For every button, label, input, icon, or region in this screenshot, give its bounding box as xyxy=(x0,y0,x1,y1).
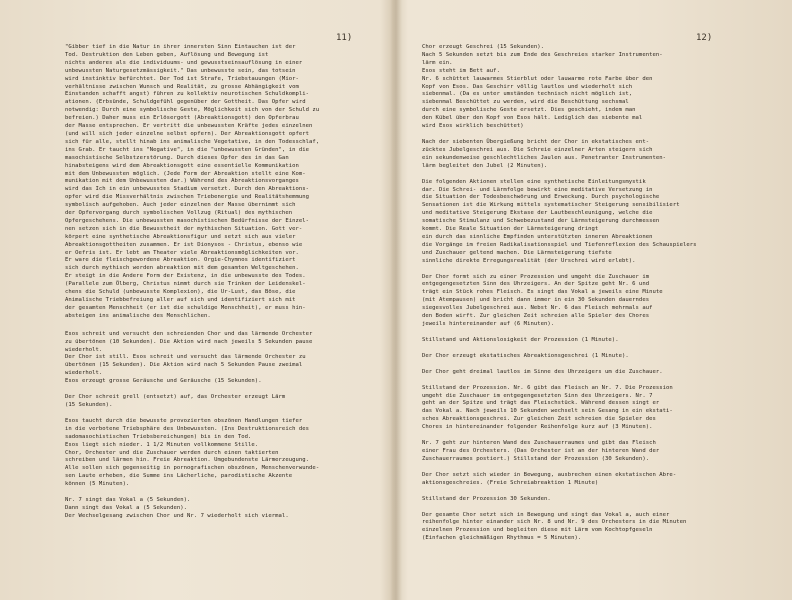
paragraph: Die folgenden Aktionen stellen eine synthetische Einleitungsmystik dar. Die Schrei- und Lärmfolge bewirkt eine meditative Versetzung in die Situation der Todesbeschwörung und Erweckung. Durch psychologische Sensationen ist die Wirkung mittels systematischer Steigerung sensibilisiert und meditative Steigerung Ekstase der Lautbeschleunigung, welche die somatische Stimulanz und Schwebezustand der Lärmsteigerung durchmessen kommt. Die Reale Situation der Lärmsteigerung dringt ein durch das sinnliche Empfinden unterstützten inneren Abreaktionen die Vorgänge im freien Radikalisationsspiel und Tiefenreflexion des Schauspielers und Zuschauer geltend machen. Die Lärmsteigerung tiefste sinnliche direkte Erregungsrealität (der Urschrei wird erlebt). xyxy=(422,178,697,264)
paragraph: Der Chor schreit grell (entsetzt) auf, das Orchester erzeugt Lärm (15 Sekunden). xyxy=(65,394,286,408)
paragraph: Stillstand und Aktionslosigkeit der Prozession (1 Minute). xyxy=(422,336,619,343)
paragraph: Stillstand der Prozession. Nr. 6 gibt das Fleisch an Nr. 7. Die Prozession umgeht die Zuschauer im entgegengesetzten Sinn des Uhrzeigers. Nr. 7 geht an der Spitze und trägt das Fleischstück. Während dessen singt er das Vokal a. Nach jeweils 10 Sekunden wechselt sein Gesang in ein ekstati- sches Abreaktionsgeschrei. Zur gleichen Zeit schreien die Spieler des Chores in hintereinander folgender Reihenfolge kurz auf (3 Minuten). xyxy=(422,384,673,431)
paragraph: Esos taucht durch die bewusste provozierten obszönen Handlungen tiefer in die verbotene Triebsphäre des Unbewussten. (Ins Destruktionsreich des sadomasochistischen Triebsbereichungen) bis in den Tod. Esos liegt sich nieder. 1 1/2 Minuten vollkommene Stille. Chor, Orchester und die Zuschauer werden durch einen taktierten schreiben und lärmen hin. Freie Abreaktion. Umgebundenste Lärmerzeugung. Alle sollen sich gegenseitig in pornografischen obszönen, Menschenverwunde- sen Laute erheben, die Summe ins Lächerliche, parodistische Akzente können (5 Minuten). xyxy=(65,417,320,488)
paragraph: Der Chor formt sich zu einer Prozession und umgeht die Zuschauer im entgegengesetzten Sinn des Uhrzeigers. An der Spitze geht Nr. 6 und trägt ein Stück rohes Fleisch. Es singt das Vokal a jeweils eine Minute (mit Atempausen) und bricht dann immer in ein 30 Sekunden dauerndes siegesvolles Jubelgeschrei aus. Nebst Nr. 6 das Fleisch mehrmals auf den Boden wirft. Zur gleichen Zeit schreien alle Spieler des Chores jeweils hintereinander auf (6 Minuten). xyxy=(422,273,663,327)
paragraph: Stillstand der Prozession 30 Sekunden. xyxy=(422,495,551,502)
left-page xyxy=(0,0,392,600)
right-page xyxy=(400,0,792,600)
paragraph: Der Chor erzeugt ekstatisches Abreaktionsgeschrei (1 Minute). xyxy=(422,352,629,359)
paragraph: Esos schreit und versucht den schreienden Chor und das lärmende Orchester zu übertönen (10 Sekunden). Die Aktion wird nach jeweils 5 Sekunden pause wiederholt. Der Chor ist still. Esos schreit und versucht das lärmende Orchester zu übertönen (15 Sekunden). Die Aktion wird nach 5 Sekunden Pause zweimal wiederholt. Esos erzeugt grosse Geräusche und Geräusche (15 Sekunden). xyxy=(65,330,313,385)
paragraph: Der gesamte Chor setzt sich in Bewegung und singt das Vokal a, auch einer reihenfolge hinter einander sich Nr. 8 und Nr. 9 des Orchesters in die Minuten einzelnen Prozession und begleiten diese mit Lärm vom Kochtopfgeseln (Einfachen gleichmäßigen Rhythmus = 5 Minuten). xyxy=(422,511,687,542)
paragraph: "Gibber tief in die Natur in ihrer innersten Sinn Eintauchen ist der Tod. Destruktion den Leben geben, Auflösung und Bewegung ist nichts anderes als die individuums- und gewusstseinsauflösung in einer unbewussten Naturgesetzmässigkeit." Das unbewusste sein, das totsein wird instinktiv befürchtet. Der Tod ist Strafe, Triebstauungen (Mior- verhältnisse zwischen Wunsch und Realität, zu grosse Abhängigkeit vom Einstanden schafft angst) führen zu kollektiv neurotischen Schuldkompli- ationen. (Erbsünde, Schuldgefühl gegenüber der Gottheit. Das Opfer wird notwendig: Durch eine symbolische Geste, Möglichkeit sich von der Schuld zu befreien.) Daher muss ein Erlösergott (Abreaktionsgott) den Opferbrau der Masse entsprechen. Er vertritt die unbewussten Kräfte jedes einzelnen (und will sich jeder einzelne selbst opfern). Der Abreaktionsgott opfert sich für alle, stellt hinab ins animalische Vegetative, in den Todesschlaf, ins Grab. Er taucht ins "Negative", in die "unbewussten Gründen", in die masochistische Selbstzerstörung. Durch dieses Opfer des in das Gan hinabsteigens wird dem Abreaktionsgott eine essentielle Kommunikation mit dem Unbewussten möglich. (Jede Form der Abreaktion stellt eine Kom- munikation mit dem Unbewussten dar.) Während des Abreaktionsvorganges wird das Ich in ein unbewusstes Stadium versetzt. Durch den Abreaktions- opfer wird die Missverhältnis zwischen Triebenergie und Realitätshemmung symbolisch aufgehoben. Auch jeder einzelnen der Masse übernimmt sich der Opfervorgang durch symbolischen Vollzug (Ritual) des mythischen Opfergeschehens. Die unbewussten masochistischen Bedürfnisse der Einzel- nen setzen sich in die Bewusstheit der mythischen Situation. Gott ver- körpert eine synthetische Abreaktionsfigur und setzt sich aus vieler Abreaktionsgottheiten zusammen. Er ist Dionysos - Christus, ebenso wie er Oefris ist. Er lebt am Theater viele Abreaktionsmöglichkeiten vor. Er ware die fleischgewordene Abreaktion. Orgie-Chymnos identifiziert sich durch mythisch werden abreaktion mit dem gesamten Weltgeschehen. Er steigt in die Andere Form der Existenz, in die unbewusste des Todes. (Parallele zum Ölberg, Christus nimmt durch sie Trinken der Leidenskel- chens die Schuld (unbewusste Komplexion), die Ur-Lust, das Böse, die Animalische Triebbefreiung aller auf sich und identifiziert sich mit der gesamten Menschheit (er ist die schuldige Menschheit), er muss hin- absteigen ins animalische des Menschlichen. xyxy=(65,44,320,319)
paragraph: Nach der siebenten Übergießung bricht der Chor in ekstatisches ent- zücktes Jubelgeschrei aus. Die Schreie einzelner Arten steigern sich ein sekundenweise geschlechtliches Jaulen aus. Penetranter Instrumenten- lärm begleitet den Jubel (2 Minuten). xyxy=(422,138,667,169)
paragraph: Der Chor geht dreimal lautlos im Sinne des Uhrzeigers um die Zuschauer. xyxy=(422,368,663,375)
paragraph: Chor erzeugt Geschrei (15 Sekunden). Nach 5 Sekunden setzt bis zum Ende des Geschreies starker Instrumenten- lärm ein. Esos steht im Bett auf. Nr. 6 schüttet lauwarmes Stierblut oder lauwarme rote Farbe über den Kopf von Esos. Das Geschirr völlig lautlos und wiederholt sich siebenmal. (Da es unter umständen technisch nicht möglich ist, siebenmal Beschüttet zu werden, wird die Beschüttung sechsmal durch eine symbolische Geste ersetzt. Dies geschieht, indem man den Kübel über den Kopf von Esos hält. Lediglich das siebente mal wird Esos wirklich beschüttet) xyxy=(422,44,663,130)
paragraph: Nr. 7 singt das Vokal a (5 Sekunden). Dann singt das Vokal a (5 Sekunden). Der Wechselgesang zwischen Chor und Nr. 7 wiederholt sich viermal. xyxy=(65,497,289,519)
page-text xyxy=(422,44,754,551)
page-text xyxy=(65,44,383,529)
paragraph: Nr. 7 geht zur hinteren Wand des Zuschauerraumes und gibt das Fleisch einer Frau des Orchesters. (Das Orchester ist an der hinteren Wand der Zuschauerraumes postiert.) Stillstand der Prozession (30 Sekunden). xyxy=(422,440,660,462)
paragraph: Der Chor setzt sich wieder in Bewegung, ausbrechen einen ekstatischen Abre- aktionsgeschreies. (Freie Schreiabreaktion 1 Minute) xyxy=(422,471,677,486)
page-number: 12) xyxy=(696,33,713,43)
page-number: 11) xyxy=(336,33,353,43)
